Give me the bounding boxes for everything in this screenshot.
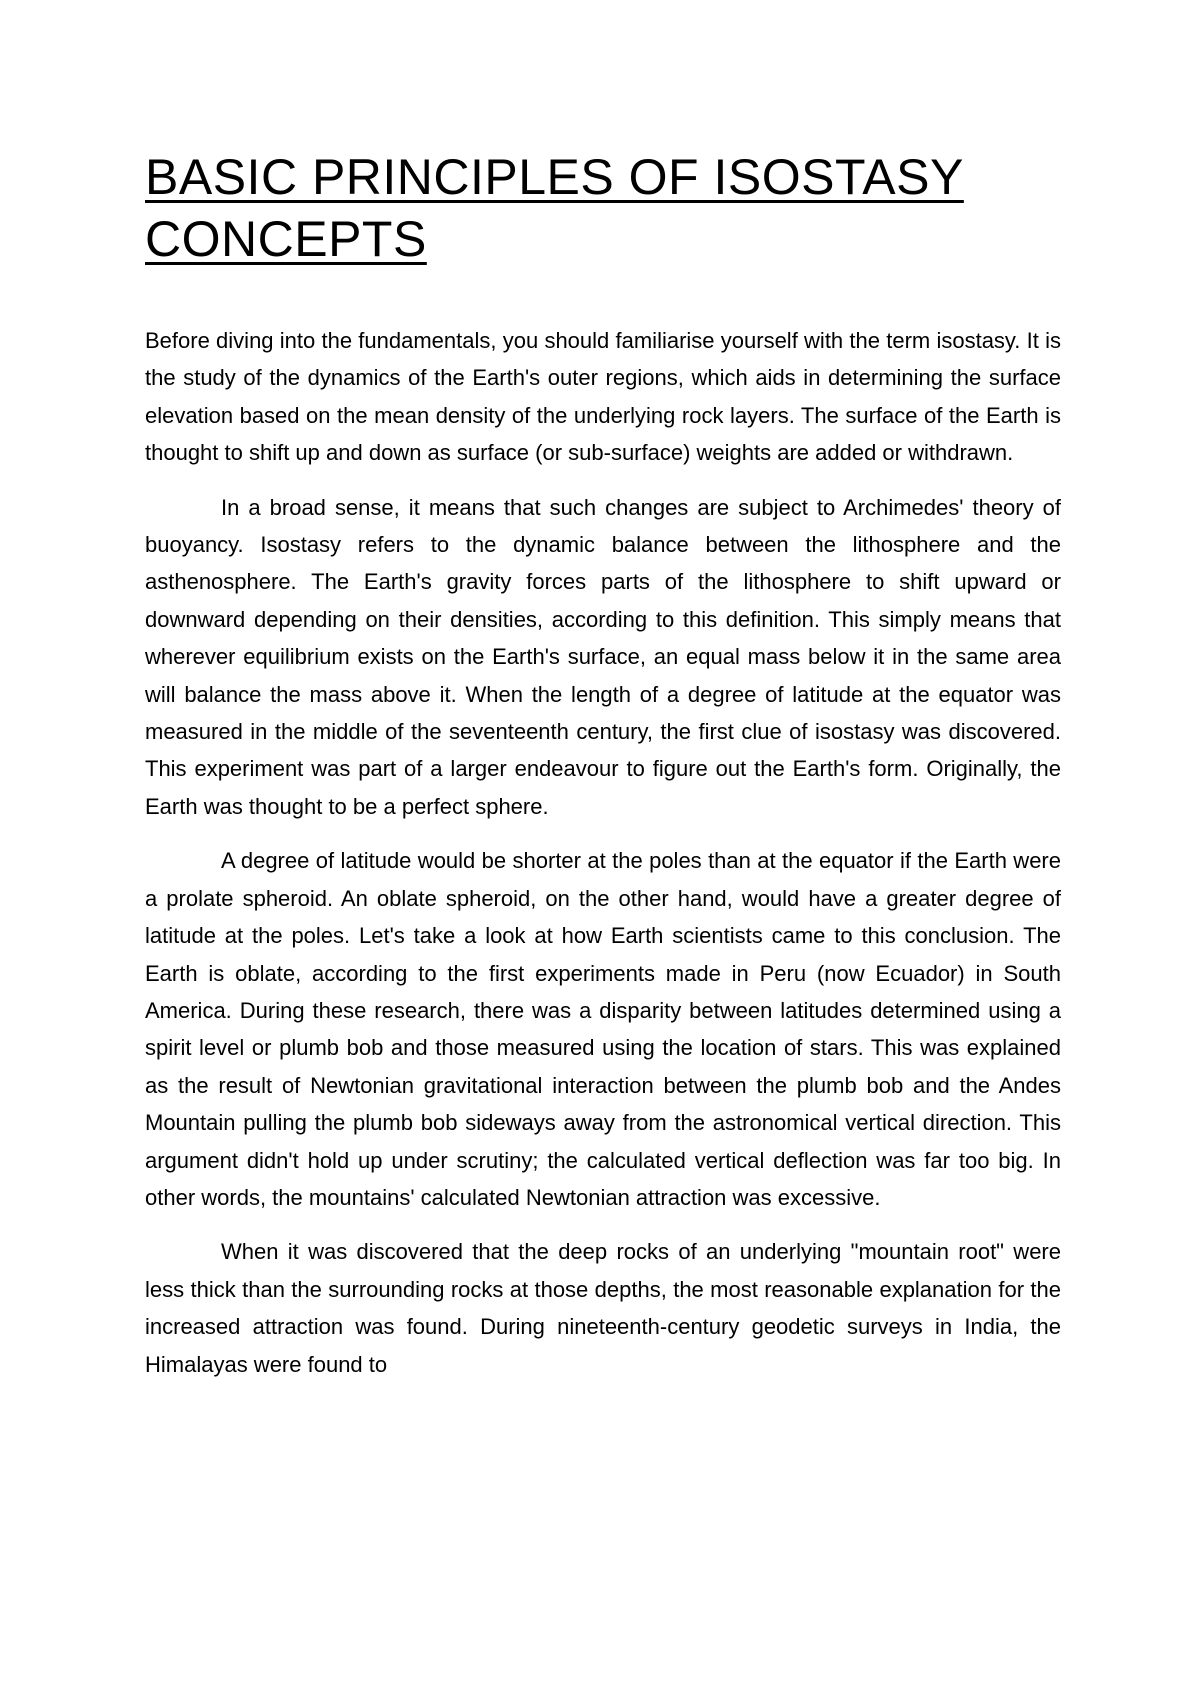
document-body bbox=[145, 322, 1061, 1400]
title-line-1: BASIC PRINCIPLES OF ISOSTASY bbox=[145, 149, 964, 205]
title-line-2: CONCEPTS bbox=[145, 211, 427, 267]
paragraph-4: When it was discovered that the deep rocks of an underlying "mountain root" were less thick than the surrounding rocks at those depths, the most reasonable explanation for the increased attraction was found. During nineteenth-century geodetic surveys in India, the Himalayas were found to bbox=[145, 1239, 1061, 1377]
paragraph-3: A degree of latitude would be shorter at the poles than at the equator if the Earth were a prolate spheroid. An oblate spheroid, on the other hand, would have a greater degree of latitude at the poles. Let's take a look at how Earth scientists came to this conclusion. The Earth is oblate, according to the first experiments made in Peru (now Ecuador) in South America. During these research, there was a disparity between latitudes determined using a spirit level or plumb bob and those measured using the location of stars. This was explained as the result of Newtonian gravitational interaction between the plumb bob and the Andes Mountain pulling the plumb bob sideways away from the astronomical vertical direction. This argument didn't hold up under scrutiny; the calculated vertical deflection was far too big. In other words, the mountains' calculated Newtonian attraction was excessive. bbox=[145, 848, 1061, 1210]
paragraph-2: In a broad sense, it means that such changes are subject to Archimedes' theory of buoyancy. Isostasy refers to the dynamic balance between the lithosphere and the asthenosphere. The Earth's gravity forces parts of the lithosphere to shift upward or downward depending on their densities, according to this definition. This simply means that wherever equilibrium exists on the Earth's surface, an equal mass below it in the same area will balance the mass above it. When the length of a degree of latitude at the equator was measured in the middle of the seventeenth century, the first clue of isostasy was discovered. This experiment was part of a larger endeavour to figure out the Earth's form. Originally, the Earth was thought to be a perfect sphere. bbox=[145, 494, 1061, 819]
paragraph-1: Before diving into the fundamentals, you should familiarise yourself with the term isostasy. It is the study of the dynamics of the Earth's outer regions, which aids in determining the surface elevation based on the mean density of the underlying rock layers. The surface of the Earth is thought to shift up and down as surface (or sub-surface) weights are added or withdrawn. bbox=[145, 328, 1061, 466]
document-title bbox=[145, 146, 1065, 270]
